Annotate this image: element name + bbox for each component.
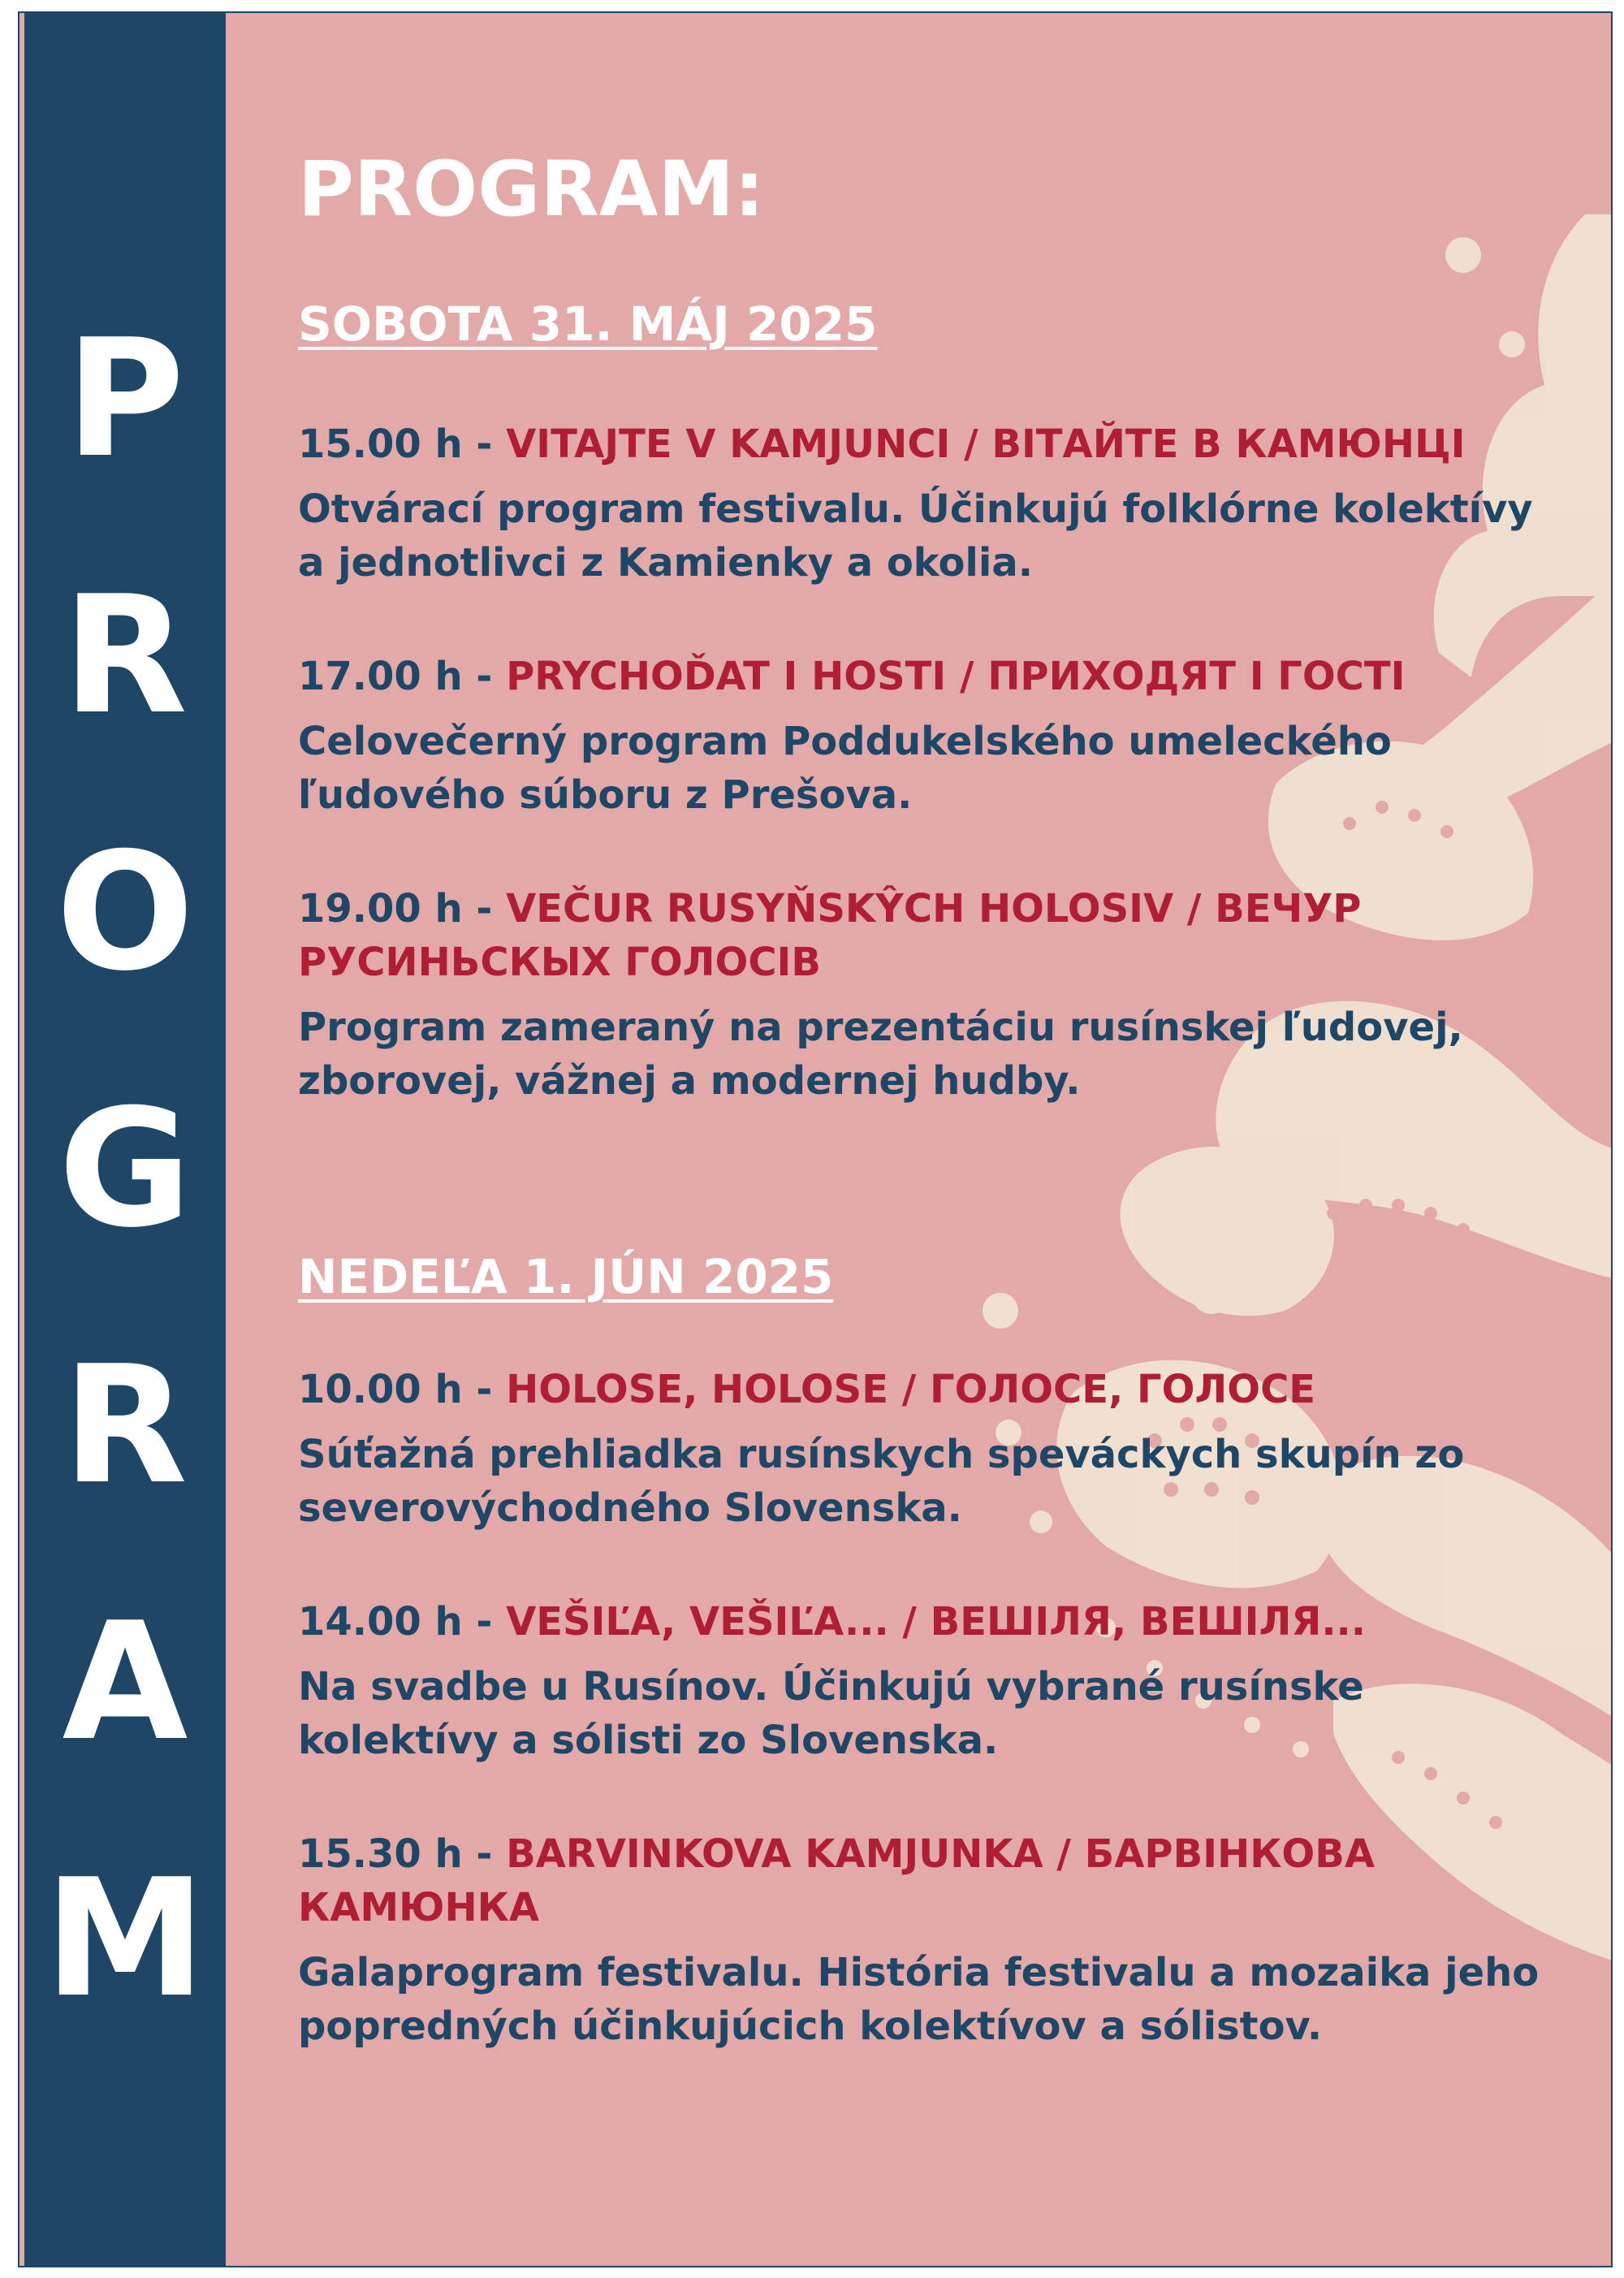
event-header <box>298 417 1565 471</box>
event-name: VEŠIĽA, VEŠIĽA... / ВЕШІЛЯ, ВЕШІЛЯ... <box>506 1599 1367 1645</box>
event-header <box>298 650 1565 703</box>
event-name: VITAJTE V KAMJUNCI / ВІТАЙТЕ В КАМЮНЦІ <box>506 421 1466 467</box>
program-page <box>18 11 1613 2267</box>
event-item <box>298 1363 1565 1535</box>
event-item <box>298 1595 1565 1767</box>
event-time: 10.00 h - <box>298 1367 507 1412</box>
event-header <box>298 882 1565 989</box>
sidebar-letter: G <box>58 1074 192 1264</box>
sidebar-letter: P <box>65 305 185 494</box>
event-item <box>298 882 1565 1108</box>
sidebar-program-banner <box>24 11 226 2267</box>
event-item <box>298 417 1565 590</box>
day-heading-sunday: NEDEĽA 1. JÚN 2025 <box>298 1249 834 1304</box>
event-description: Súťažná prehliadka rusínskych speváckych skupín zo severovýchodného Slovenska. <box>298 1432 1465 1531</box>
day-heading-saturday: SOBOTA 31. MÁJ 2025 <box>298 296 878 352</box>
event-header <box>298 1827 1565 1934</box>
event-time: 14.00 h - <box>298 1599 507 1645</box>
event-item <box>298 1827 1565 2053</box>
sidebar-letter: M <box>44 1844 206 2034</box>
event-time: 17.00 h - <box>298 654 507 699</box>
event-header <box>298 1363 1565 1416</box>
sidebar-letter: O <box>55 818 195 1007</box>
sidebar-letter: A <box>62 1588 188 1777</box>
sidebar-letter: R <box>62 1331 188 1520</box>
sidebar-letter: R <box>62 561 188 750</box>
event-description: Celovečerný program Poddukelského umeleckého ľudového súboru z Prešova. <box>298 719 1392 818</box>
event-time: 15.30 h - <box>298 1831 507 1877</box>
page-title: PROGRAM: <box>298 145 765 234</box>
event-time: 19.00 h - <box>298 886 507 932</box>
event-name: PRYCHOĎAT I HOSTI / ПРИХОДЯТ І ГОСТІ <box>506 654 1406 699</box>
event-description: Otvárací program festivalu. Účinkujú folklórne kolektívy a jednotlivci z Kamienky a okolia. <box>298 486 1533 586</box>
event-description: Na svadbe u Rusínov. Účinkujú vybrané rusínske kolektívy a sólisti zo Slovenska. <box>298 1664 1364 1763</box>
event-name: VEČUR RUSYŇSKŶCH HOLOSIV / ВЕЧУР РУСИНЬСКЫХ ГОЛОСІВ <box>298 886 1362 985</box>
event-time: 15.00 h - <box>298 421 507 467</box>
event-description: Galaprogram festivalu. História festivalu a mozaika jeho popredných účinkujúcich kolektívov a sólistov. <box>298 1950 1540 2049</box>
event-header <box>298 1595 1565 1649</box>
event-description: Program zameraný na prezentáciu rusínskej ľudovej, zborovej, vážnej a modernej hudby. <box>298 1005 1463 1104</box>
event-name: BARVINKOVA KAMJUNKA / БАРВІНКОВА КАМЮНКА <box>298 1831 1375 1930</box>
event-item <box>298 650 1565 822</box>
event-name: HOLOSE, HOLOSE / ГОЛОСЕ, ГОЛОСЕ <box>506 1367 1316 1412</box>
